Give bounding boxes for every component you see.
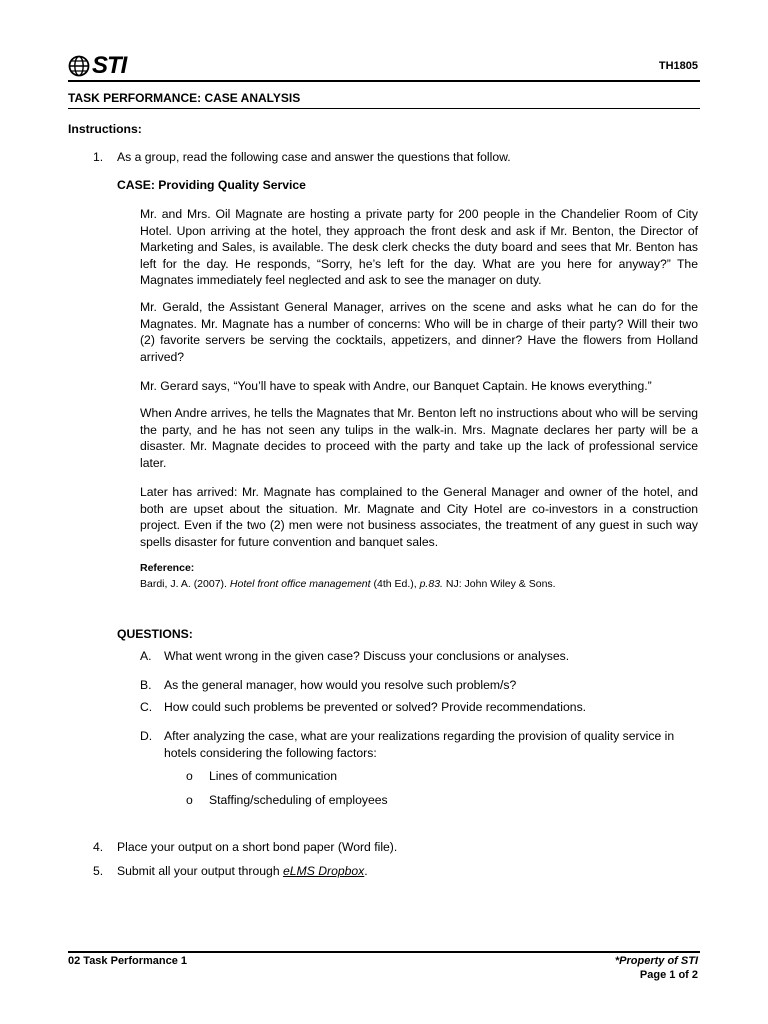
case-title: CASE: Providing Quality Service [117, 178, 306, 192]
elms-dropbox-link[interactable]: eLMS Dropbox [282, 864, 365, 878]
item-1-number: 1. [93, 150, 104, 164]
question-text: After analyzing the case, what are your realizations regarding the provision of quality service in hotels considering the following factors: [164, 729, 675, 760]
question-letter: D. [140, 729, 153, 743]
question-text: How could such problems be prevented or solved? Provide recommendations. [164, 700, 587, 714]
instructions-label: Instructions: [68, 122, 142, 136]
globe-icon [68, 55, 90, 77]
footer-task-label: 02 Task Performance 1 [68, 955, 188, 967]
item-4-number: 4. [93, 840, 104, 854]
header-divider [68, 80, 700, 82]
question-letter: C. [140, 700, 153, 714]
bullet-text: Staffing/scheduling of employees [209, 793, 388, 807]
document-code: TH1805 [658, 60, 698, 72]
footer-property: *Property of STI [614, 955, 698, 967]
item-4-text: Place your output on a short bond paper (Word file). [117, 840, 398, 854]
item-5-number: 5. [93, 864, 104, 878]
question-text: As the general manager, how would you resolve such problem/s? [164, 678, 517, 692]
sti-logo [68, 54, 126, 78]
item-5-text-before: Submit all your output through [117, 864, 283, 878]
reference-citation [140, 576, 556, 593]
case-paragraph: Mr. and Mrs. Oil Magnate are hosting a private party for 200 people in the Chandelier Room of City Hotel. Upon arriving at the hotel, they approach the front desk and ask if Mr. Benton, the Director of Marketing and Sales, is available. The desk clerk checks the duty board and sees that Mr. Benton has left for the day. He responds, “Sorry, he’s left for the day. What are you here for anyway?” The Magnates immediately feel neglected and ask to see the manager on duty. [140, 207, 698, 287]
case-paragraph: When Andre arrives, he tells the Magnates that Mr. Benton left no instructions about who will be serving the party, and he has not seen any tulips in the walk-in. Mrs. Magnate declares her party will be a disaster. Mr. Magnate decides to proceed with the party and take up the lack of professional service later. [140, 406, 698, 470]
item-5-text-after: . [364, 864, 368, 878]
question-letter: A. [140, 649, 152, 663]
bullet-marker: o [186, 793, 193, 807]
page-title: TASK PERFORMANCE: CASE ANALYSIS [68, 91, 301, 105]
question-text: What went wrong in the given case? Discuss your conclusions or analyses. [164, 649, 570, 663]
question-letter: B. [140, 678, 152, 692]
logo-text: STI [92, 52, 127, 79]
bullet-marker: o [186, 769, 193, 783]
item-1-text: As a group, read the following case and answer the questions that follow. [117, 150, 511, 164]
case-paragraph: Mr. Gerald, the Assistant General Manager, arrives on the scene and asks what he can do for the Magnates. Mr. Magnate has a number of concerns: Who will be in charge of their party? Will their two (2) favorite servers be serving the cocktails, appetizers, and dinner? Have the flowers from Holland arrived? [140, 300, 698, 364]
reference-page: p.83. [419, 578, 443, 590]
page-header [68, 50, 700, 80]
reference-publisher: NJ: John Wiley & Sons. [442, 578, 556, 590]
reference-author: Bardi, J. A. (2007). [140, 578, 230, 590]
reference-book-title: Hotel front office management [229, 578, 371, 590]
footer-page-number: Page 1 of 2 [639, 969, 698, 981]
reference-edition: (4th Ed.), [370, 578, 420, 590]
questions-title: QUESTIONS: [117, 627, 193, 641]
reference-label: Reference: [140, 562, 195, 574]
case-paragraph: Mr. Gerard says, “You’ll have to speak with Andre, our Banquet Captain. He knows everything.” [140, 379, 652, 393]
item-5-text [117, 863, 368, 880]
case-paragraph: Later has arrived: Mr. Magnate has complained to the General Manager and owner of the hotel, and both are upset about the situation. Mr. Magnate and City Hotel are co-investors in a construction project. Even if the two (2) men were not business associates, the treatment of any guest in such way spells disaster for future convention and banquet sales. [140, 485, 698, 549]
bullet-text: Lines of communication [209, 769, 338, 783]
title-divider [68, 108, 700, 109]
footer-divider [68, 951, 700, 953]
